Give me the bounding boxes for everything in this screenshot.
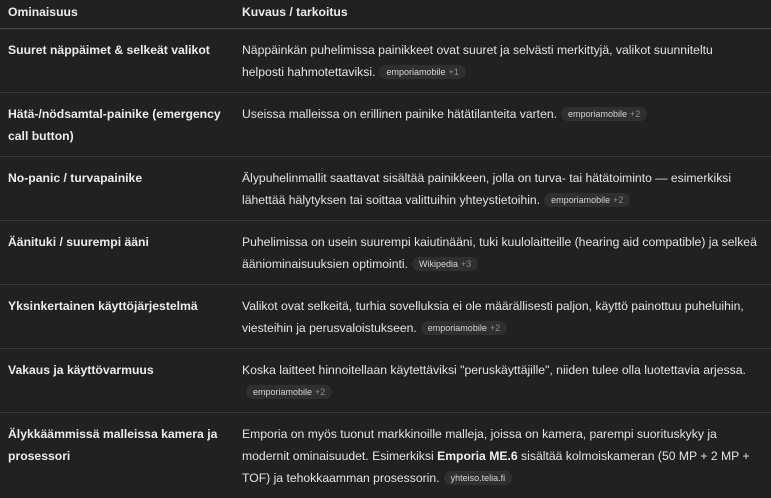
description-text: Koska laitteet hinnoitellaan käytettäviksi "peruskäyttäjille", niiden tulee olla luotettavia arjessa. bbox=[242, 363, 746, 377]
citation-chip[interactable] bbox=[561, 107, 647, 121]
feature-cell: Yksinkertainen käyttöjärjestelmä bbox=[0, 285, 233, 349]
citation-more-count: +3 bbox=[461, 259, 471, 269]
description-text: Älypuhelinmallit saattavat sisältää painikkeen, jolla on turva- tai hätätoiminto — esimerkiksi lähettää hälytyksen tai soittaa valittuihin yhteystietoihin. bbox=[242, 171, 731, 207]
citation-chip[interactable] bbox=[444, 471, 513, 485]
citation-chip[interactable] bbox=[421, 321, 507, 335]
citation-more-count: +1 bbox=[449, 67, 459, 77]
column-header-feature: Ominaisuus bbox=[0, 0, 233, 29]
citation-more-count: +2 bbox=[315, 387, 325, 397]
description-text: Näppäinkän puhelimissa painikkeet ovat suuret ja selvästi merkittyjä, valikot suunniteltu helposti hahmotettaviksi. bbox=[242, 43, 713, 79]
citation-source: Wikipedia bbox=[419, 259, 458, 269]
citation-source: emporiamobile bbox=[428, 323, 487, 333]
citation-source: yhteiso.telia.fi bbox=[451, 473, 506, 483]
table-row bbox=[0, 285, 771, 349]
description-cell bbox=[233, 413, 771, 498]
product-name-emphasis: Emporia ME.6 bbox=[437, 449, 518, 463]
citation-source: emporiamobile bbox=[253, 387, 312, 397]
feature-cell: Hätä-/nödsamtal-painike (emergency call button) bbox=[0, 93, 233, 157]
feature-cell: Suuret näppäimet & selkeät valikot bbox=[0, 29, 233, 93]
description-cell bbox=[233, 29, 771, 93]
table-row bbox=[0, 221, 771, 285]
citation-source: emporiamobile bbox=[568, 109, 627, 119]
feature-cell: Vakaus ja käyttövarmuus bbox=[0, 349, 233, 413]
table-row bbox=[0, 413, 771, 498]
citation-more-count: +2 bbox=[490, 323, 500, 333]
table-header-row bbox=[0, 0, 771, 29]
column-header-description: Kuvaus / tarkoitus bbox=[233, 0, 771, 29]
feature-cell: Äänituki / suurempi ääni bbox=[0, 221, 233, 285]
feature-cell: Älykkäämmissä malleissa kamera ja prosessori bbox=[0, 413, 233, 498]
citation-source: emporiamobile bbox=[386, 67, 445, 77]
citation-more-count: +2 bbox=[613, 195, 623, 205]
description-text: Useissa malleissa on erillinen painike hätätilanteita varten. bbox=[242, 107, 557, 121]
citation-source: emporiamobile bbox=[551, 195, 610, 205]
citation-chip[interactable] bbox=[379, 65, 465, 79]
table-row bbox=[0, 93, 771, 157]
citation-chip[interactable] bbox=[412, 257, 478, 271]
description-text: Valikot ovat selkeitä, turhia sovelluksia ei ole määrällisesti paljon, käyttö painottuu puheluihin, viesteihin ja perusvaloistukseen. bbox=[242, 299, 744, 335]
table-row bbox=[0, 29, 771, 93]
description-text-part: sisältää kolmoiskameran (50 MP + 2 MP + TOF) ja tehokkaamman prosessorin. bbox=[242, 449, 750, 485]
description-cell bbox=[233, 349, 771, 413]
description-cell bbox=[233, 93, 771, 157]
table-row bbox=[0, 157, 771, 221]
table-row bbox=[0, 349, 771, 413]
description-cell bbox=[233, 157, 771, 221]
description-cell bbox=[233, 221, 771, 285]
description-cell bbox=[233, 285, 771, 349]
citation-chip[interactable] bbox=[246, 385, 332, 399]
citation-chip[interactable] bbox=[544, 193, 630, 207]
description-text-part: Emporia on myös tuonut markkinoille malleja, joissa on kamera, parempi suorituskyky ja modernit ominaisuudet. Esimerkiksi bbox=[242, 427, 717, 463]
citation-more-count: +2 bbox=[630, 109, 640, 119]
description-text: Puhelimissa on usein suurempi kaiutinääni, tuki kuulolaitteille (hearing aid compatible) ja selkeä ääniominaisuuksien optimointi. bbox=[242, 235, 757, 271]
feature-cell: No-panic / turvapainike bbox=[0, 157, 233, 221]
